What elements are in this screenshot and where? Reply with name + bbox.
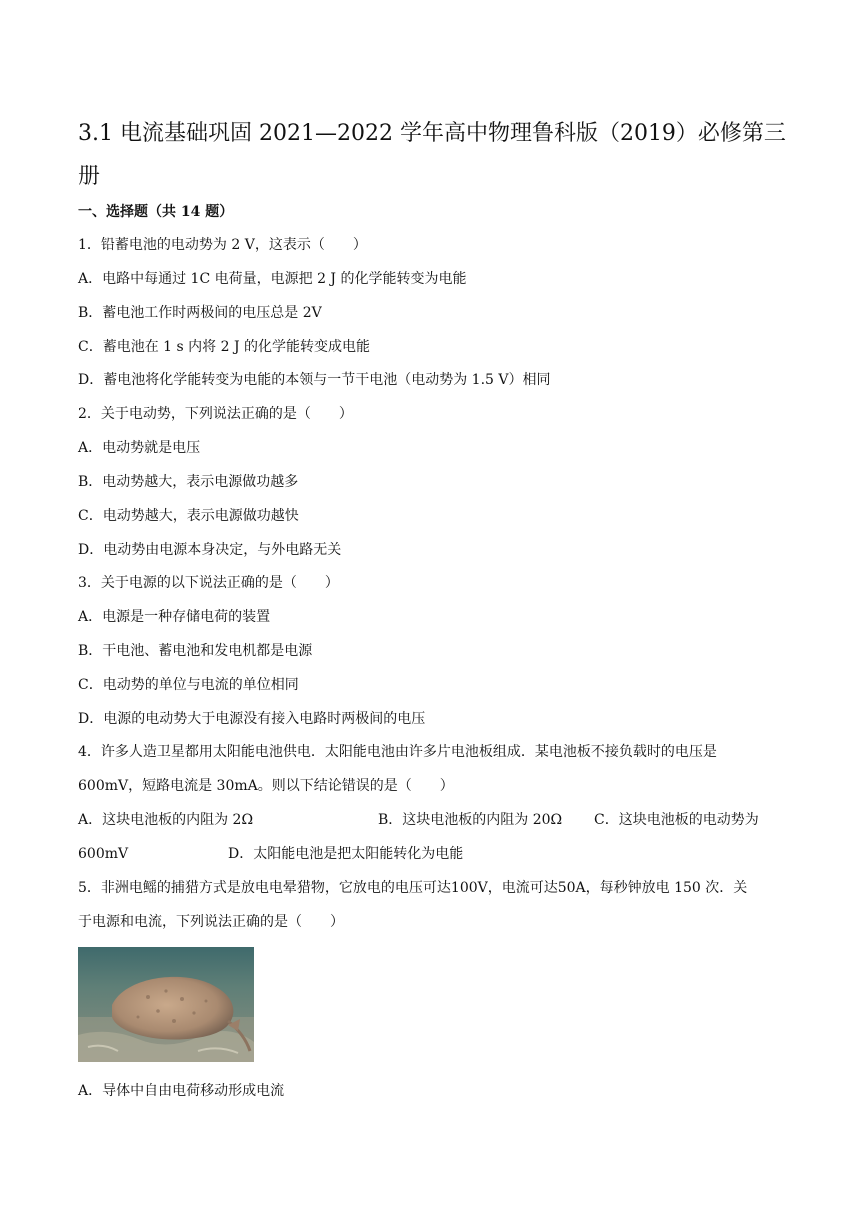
question-1-option-a: A．电路中每通过 1C 电荷量，电源把 2 J 的化学能转变为电能 xyxy=(78,271,467,287)
question-3-option-c: C．电动势的单位与电流的单位相同 xyxy=(78,677,299,693)
electric-ray-photo xyxy=(78,947,254,1062)
question-4-option-c-continued: 600mV xyxy=(78,846,129,862)
question-2-option-a: A．电动势就是电压 xyxy=(78,440,201,456)
question-1-stem: 1．铅蓄电池的电动势为 2 V，这表示（ ） xyxy=(78,237,367,253)
question-1-option-d: D．蓄电池将化学能转变为电能的本领与一节干电池（电动势为 1.5 V）相同 xyxy=(78,372,551,388)
question-4-option-d: D．太阳能电池是把太阳能转化为电能 xyxy=(228,846,464,862)
question-4-option-c: C．这块电池板的电动势为 xyxy=(594,812,759,828)
question-4-option-b: B．这块电池板的内阻为 20Ω xyxy=(378,812,563,828)
question-2-stem: 2．关于电动势，下列说法正确的是（ ） xyxy=(78,406,353,422)
question-5-stem-line-2: 于电源和电流，下列说法正确的是（ ） xyxy=(78,914,344,930)
question-2-option-d: D．电动势由电源本身决定，与外电路无关 xyxy=(78,542,342,558)
question-5-option-a: A．导体中自由电荷移动形成电流 xyxy=(78,1083,285,1099)
question-2-option-b: B．电动势越大，表示电源做功越多 xyxy=(78,474,299,490)
question-4-option-a: A．这块电池板的内阻为 2Ω xyxy=(78,812,254,828)
question-2-option-c: C．电动势越大，表示电源做功越快 xyxy=(78,508,299,524)
question-4-stem-line-2: 600mV，短路电流是 30mA。则以下结论错误的是（ ） xyxy=(78,778,454,794)
question-4-stem-line-1: 4．许多人造卫星都用太阳能电池供电．太阳能电池由许多片电池板组成．某电池板不接负载时的电压是 xyxy=(78,744,717,760)
question-3-option-a: A．电源是一种存储电荷的装置 xyxy=(78,609,271,625)
question-1-option-c: C．蓄电池在 1 s 内将 2 J 的化学能转变成电能 xyxy=(78,339,371,355)
section-heading: 一、选择题（共 14 题） xyxy=(78,204,234,220)
question-3-option-d: D．电源的电动势大于电源没有接入电路时两极间的电压 xyxy=(78,711,426,727)
question-3-option-b: B．干电池、蓄电池和发电机都是电源 xyxy=(78,643,313,659)
question-5-stem-line-1: 5．非洲电鳐的捕猎方式是放电电晕猎物，它放电的电压可达100V，电流可达50A，每秒钟放电 150 次．关 xyxy=(78,880,748,896)
document-title: 3.1 电流基础巩固 2021—2022 学年高中物理鲁科版（2019）必修第三册 xyxy=(78,121,786,189)
question-3-stem: 3．关于电源的以下说法正确的是（ ） xyxy=(78,575,339,591)
question-1-option-b: B．蓄电池工作时两极间的电压总是 2V xyxy=(78,305,322,321)
